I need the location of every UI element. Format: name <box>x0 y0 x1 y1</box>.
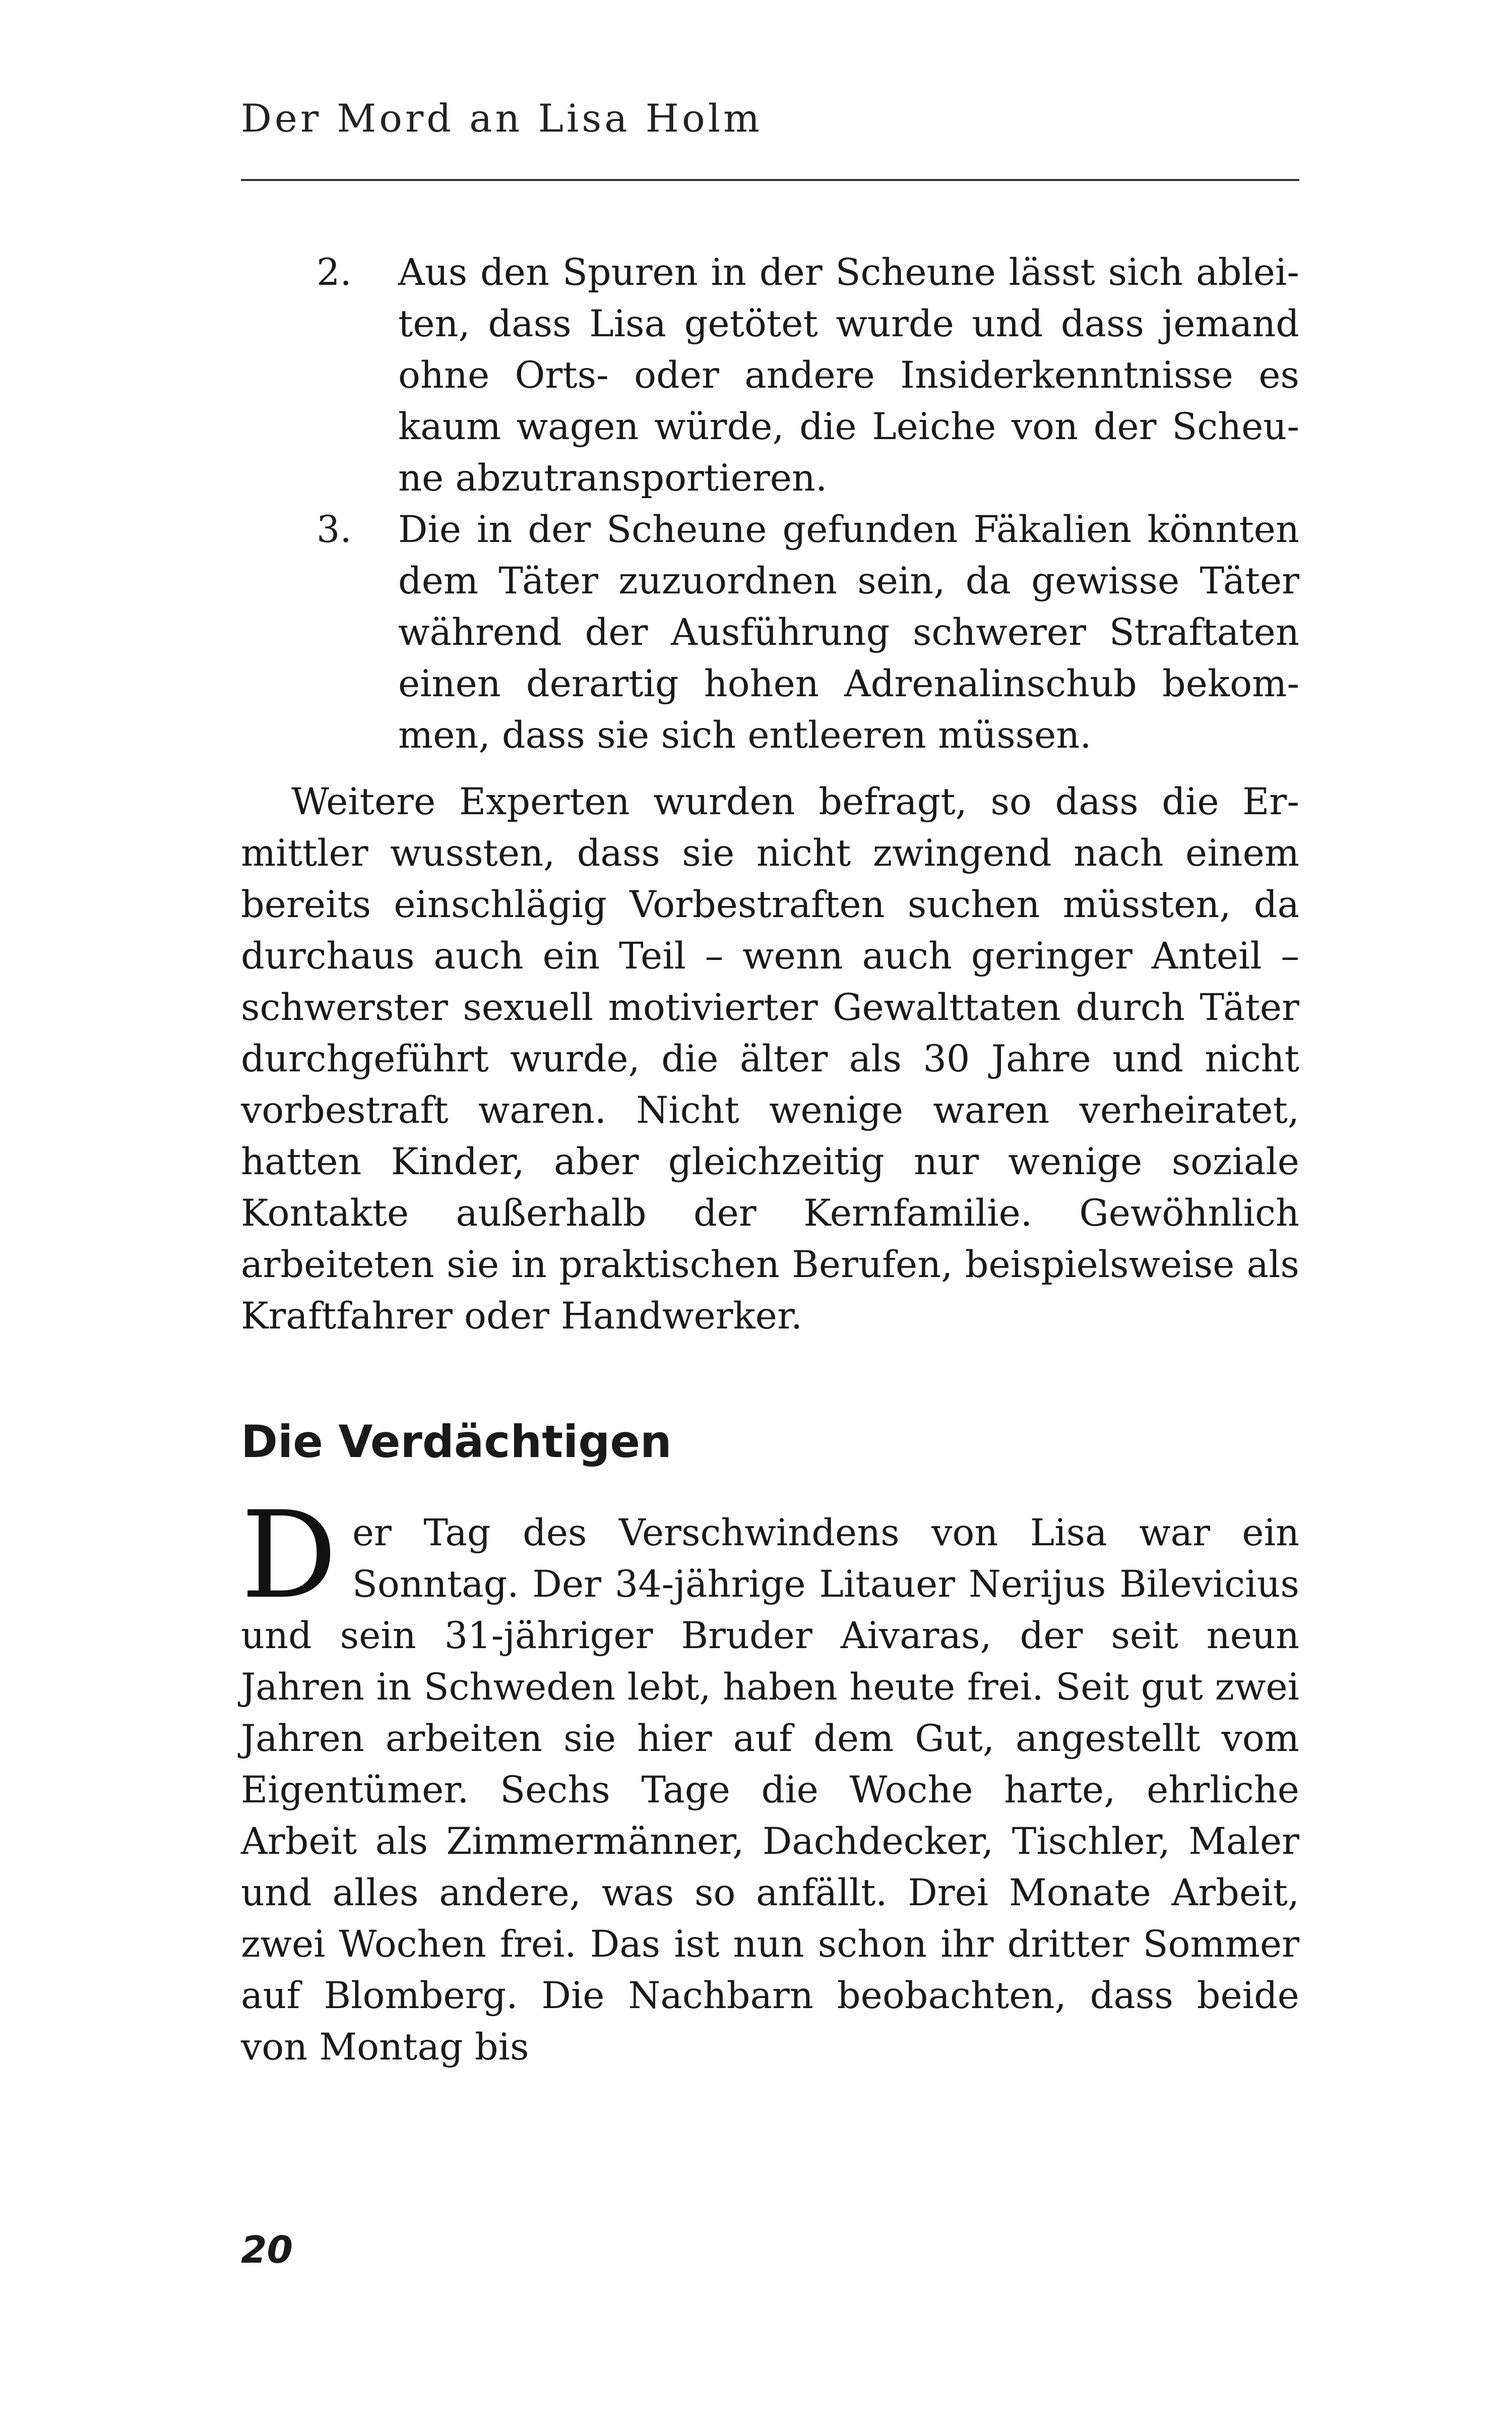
list-item-number: 2. <box>317 251 352 294</box>
list-item-text: Die in der Scheune gefunden Fäkalien könnten dem Täter zuzuordnen sein, da gewisse Täter während der Ausführung schwerer Straftaten einen derartig hohen Adrenalinschub bekommen, dass sie sich entleeren müssen. <box>398 508 1299 757</box>
list-item <box>241 504 1299 761</box>
body-text <box>241 247 1299 2073</box>
running-head: Der Mord an Lisa Holm <box>241 96 763 141</box>
list-item-number: 3. <box>317 508 352 551</box>
paragraph: Weitere Experten wurden befragt, so dass die Ermittler wussten, dass sie nicht zwingend nach einem bereits einschlägig Vorbestraften suchen müssten, da durchaus auch ein Teil – wenn auch geringer Anteil – schwerster sexuell motivierter Gewalttaten durch Täter durchgeführt wurde, die älter als 30 Jahre und nicht vorbestraft waren. Nicht wenige waren verheiratet, hatten Kinder, aber gleichzeitig nur wenige soziale Kontakte außerhalb der Kernfamilie. Gewöhnlich arbeiteten sie in praktischen Berufen, beispielsweise als Kraftfahrer oder Handwerker. <box>241 780 1299 1338</box>
page-number: 20 <box>241 2228 293 2272</box>
list-item <box>241 247 1299 504</box>
header-rule <box>241 179 1299 181</box>
list-item-text: Aus den Spuren in der Scheune lässt sich ableiten, dass Lisa getötet wurde und dass jemand ohne Orts- oder andere Insiderkenntnisse es kaum wagen würde, die Leiche von der Scheune abzutransportieren. <box>398 251 1299 500</box>
paragraph-with-drop-cap <box>241 1486 1299 2073</box>
paragraph-text: er Tag des Verschwindens von Lisa war ein Sonntag. Der 34-jährige Litauer Nerijus Bilevicius und sein 31-jähriger Bruder Aivaras, der seit neun Jahren in Schweden lebt, haben heute frei. Seit gut zwei Jahren arbeiten sie hier auf dem Gut, angestellt vom Eigentümer. Sechs Tage die Woche harte, ehrliche Arbeit als Zimmermänner, Dachdecker, Tischler, Maler und alles andere, was so anfällt. Drei Monate Arbeit, zwei Wochen frei. Das ist nun schon ihr dritter Sommer auf Blomberg. Die Nachbarn beobachten, dass beide von Montag bis <box>241 1511 1299 2069</box>
drop-cap: D <box>241 1486 337 1625</box>
numbered-list <box>241 247 1299 761</box>
section-heading: Die Verdächtigen <box>241 1416 672 1468</box>
